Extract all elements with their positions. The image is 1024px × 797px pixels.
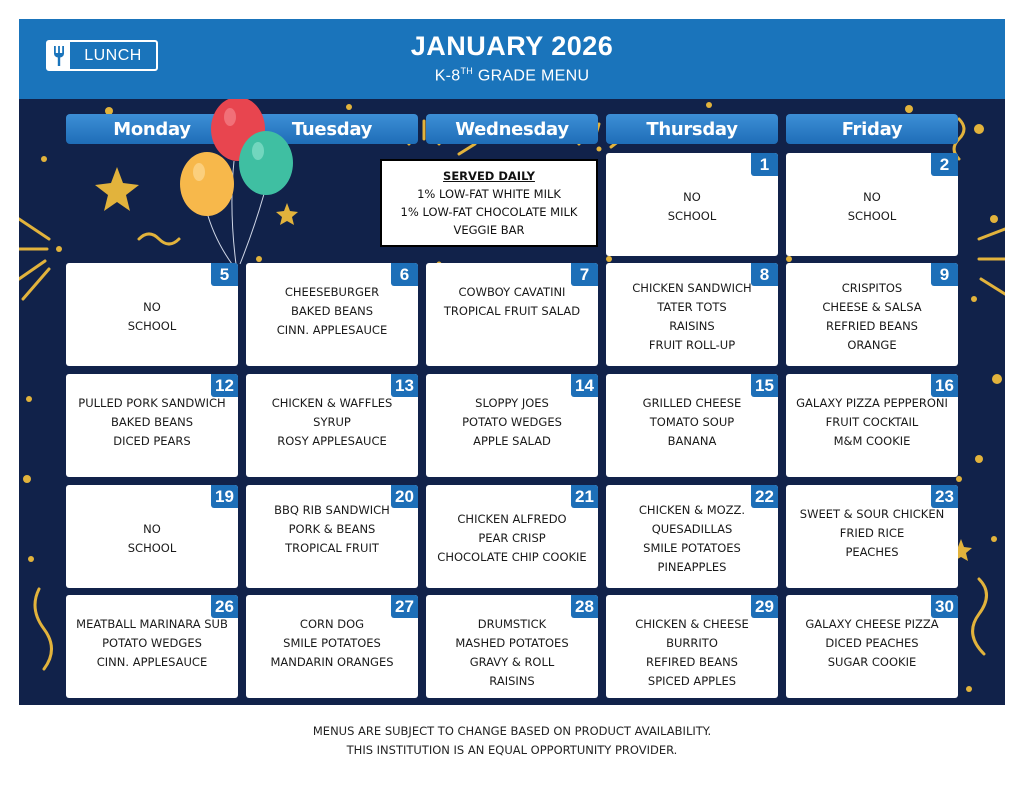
footer-line: MENUS ARE SUBJECT TO CHANGE BASED ON PRODUCT AVAILABILITY. <box>312 724 712 738</box>
menu-item: SMILE POTATOES <box>643 540 741 555</box>
served-daily-item: VEGGIE BAR <box>453 223 525 237</box>
menu-item: RAISINS <box>489 674 535 688</box>
menu-item: NO <box>143 521 161 536</box>
day-cell <box>606 263 778 366</box>
date-badge: 28 <box>571 595 598 618</box>
day-header-monday: Monday <box>66 114 238 144</box>
day-cell <box>606 595 778 698</box>
menu-header <box>19 19 1005 99</box>
date-badge: 30 <box>931 595 958 618</box>
balloons-icon <box>174 99 304 269</box>
day-cell <box>426 374 598 477</box>
day-cell <box>426 263 598 366</box>
day-cell <box>66 374 238 477</box>
menu-item: SPICED APPLES <box>647 674 737 688</box>
subtitle-text: GRADE MENU <box>473 67 590 85</box>
menu-item: CINN. APPLESAUCE <box>96 655 208 669</box>
day-cell <box>786 374 958 477</box>
menu-item: SYRUP <box>313 415 351 429</box>
date-badge: 16 <box>931 374 958 397</box>
menu-item: PEAR CRISP <box>478 531 546 545</box>
page-title: JANUARY 2026 <box>410 31 614 61</box>
menu-item: PINEAPPLES <box>657 559 727 574</box>
day-cell <box>786 263 958 366</box>
menu-item: CORN DOG <box>299 617 365 631</box>
menu-item: FRUIT ROLL-UP <box>648 337 736 352</box>
served-daily-heading: SERVED DAILY <box>443 169 535 183</box>
menu-item: FRIED RICE <box>839 526 905 540</box>
day-cell <box>66 595 238 698</box>
day-cell <box>66 485 238 588</box>
date-badge: 1 <box>751 153 778 176</box>
day-cell <box>786 595 958 698</box>
day-header-friday: Friday <box>786 114 958 144</box>
date-badge: 29 <box>751 595 778 618</box>
footer-notice <box>0 722 1024 760</box>
menu-item: QUESADILLAS <box>651 521 733 536</box>
menu-item: SWEET & SOUR CHICKEN <box>799 507 945 521</box>
menu-item: SCHOOL <box>127 318 177 333</box>
menu-item: BANANA <box>667 434 717 448</box>
day-header-wednesday: Wednesday <box>426 114 598 144</box>
menu-item: POTATO WEDGES <box>462 415 562 429</box>
date-badge: 27 <box>391 595 418 618</box>
menu-item: GALAXY CHEESE PIZZA <box>805 617 939 631</box>
date-badge: 20 <box>391 485 418 508</box>
footer-line: THIS INSTITUTION IS AN EQUAL OPPORTUNITY PROVIDER. <box>346 743 678 757</box>
menu-item: GRILLED CHEESE <box>642 396 742 410</box>
day-cell <box>606 374 778 477</box>
day-cell <box>426 595 598 698</box>
served-daily-box <box>380 159 598 247</box>
day-header-thursday: Thursday <box>606 114 778 144</box>
menu-item: ORANGE <box>847 337 897 352</box>
date-badge: 12 <box>211 374 238 397</box>
menu-item: APPLE SALAD <box>473 434 551 448</box>
subtitle-superscript: TH <box>460 66 474 76</box>
day-cell <box>606 153 778 256</box>
day-cell <box>786 153 958 256</box>
menu-item: CHICKEN SANDWICH <box>632 280 752 295</box>
menu-item: M&M COOKIE <box>833 434 911 448</box>
day-cell <box>66 263 238 366</box>
date-badge: 2 <box>931 153 958 176</box>
menu-item: GALAXY PIZZA PEPPERONI <box>796 396 948 410</box>
logo-label: LUNCH <box>84 46 142 64</box>
menu-item: SLOPPY JOES <box>475 396 549 410</box>
menu-item: CRISPITOS <box>841 280 903 295</box>
menu-item: BBQ RIB SANDWICH <box>274 503 390 517</box>
menu-item: MASHED POTATOES <box>455 636 569 650</box>
day-cell <box>246 374 418 477</box>
menu-item: TATER TOTS <box>657 299 727 314</box>
menu-item: PORK & BEANS <box>288 522 376 536</box>
menu-item: RAISINS <box>669 318 715 333</box>
menu-item: BAKED BEANS <box>111 415 193 429</box>
menu-item: CHICKEN & MOZZ. <box>638 502 746 517</box>
menu-item: CHICKEN & WAFFLES <box>271 396 393 410</box>
menu-item: NO <box>683 189 701 204</box>
menu-item: DICED PEARS <box>113 434 191 448</box>
day-cell <box>426 485 598 588</box>
menu-item: MANDARIN ORANGES <box>270 655 394 669</box>
menu-item: TROPICAL FRUIT SALAD <box>443 304 581 318</box>
date-badge: 19 <box>211 485 238 508</box>
menu-item: SCHOOL <box>127 540 177 555</box>
day-cell <box>786 485 958 588</box>
day-cell <box>246 263 418 366</box>
served-daily-item: 1% LOW-FAT WHITE MILK <box>417 187 561 201</box>
date-badge: 8 <box>751 263 778 286</box>
date-badge: 26 <box>211 595 238 618</box>
day-header-tuesday: Tuesday <box>246 114 418 144</box>
served-daily-item: 1% LOW-FAT CHOCOLATE MILK <box>400 205 578 219</box>
menu-item: GRAVY & ROLL <box>469 655 555 669</box>
day-cell <box>246 595 418 698</box>
date-badge: 21 <box>571 485 598 508</box>
menu-item: DRUMSTICK <box>477 617 547 631</box>
calendar-board <box>19 99 1005 705</box>
date-badge: 5 <box>211 263 238 286</box>
date-badge: 7 <box>571 263 598 286</box>
menu-item: PULLED PORK SANDWICH <box>78 396 226 410</box>
menu-item: DICED PEACHES <box>825 636 919 650</box>
menu-item: CHOCOLATE CHIP COOKIE <box>437 550 587 564</box>
menu-item: NO <box>143 299 161 314</box>
menu-item: REFRIED BEANS <box>826 318 918 333</box>
menu-item: BURRITO <box>666 636 718 650</box>
menu-item: SCHOOL <box>667 208 717 223</box>
menu-item: REFIRED BEANS <box>646 655 738 669</box>
menu-item: SMILE POTATOES <box>283 636 381 650</box>
menu-item: MEATBALL MARINARA SUB <box>76 617 228 631</box>
date-badge: 14 <box>571 374 598 397</box>
page-subtitle <box>19 66 1005 85</box>
subtitle-grade: K-8 <box>434 67 461 85</box>
date-badge: 13 <box>391 374 418 397</box>
menu-item: BAKED BEANS <box>291 304 373 318</box>
menu-item: FRUIT COCKTAIL <box>825 415 919 429</box>
day-cell <box>606 485 778 588</box>
date-badge: 9 <box>931 263 958 286</box>
menu-item: NO <box>863 189 881 204</box>
date-badge: 22 <box>751 485 778 508</box>
menu-item: CHEESEBURGER <box>284 285 380 299</box>
menu-item: CINN. APPLESAUCE <box>276 323 388 337</box>
menu-item: CHICKEN ALFREDO <box>457 512 567 526</box>
menu-item: SUGAR COOKIE <box>827 655 917 669</box>
menu-item: COWBOY CAVATINI <box>458 285 566 299</box>
menu-item: ROSY APPLESAUCE <box>277 434 387 448</box>
day-cell <box>246 485 418 588</box>
menu-item: CHICKEN & CHEESE <box>635 617 749 631</box>
menu-item: CHEESE & SALSA <box>822 299 922 314</box>
menu-item: PEACHES <box>845 545 899 559</box>
date-badge: 6 <box>391 263 418 286</box>
menu-item: TOMATO SOUP <box>649 415 735 429</box>
date-badge: 23 <box>931 485 958 508</box>
menu-item: TROPICAL FRUIT <box>285 541 379 555</box>
menu-item: POTATO WEDGES <box>102 636 202 650</box>
menu-item: SCHOOL <box>847 208 897 223</box>
date-badge: 15 <box>751 374 778 397</box>
